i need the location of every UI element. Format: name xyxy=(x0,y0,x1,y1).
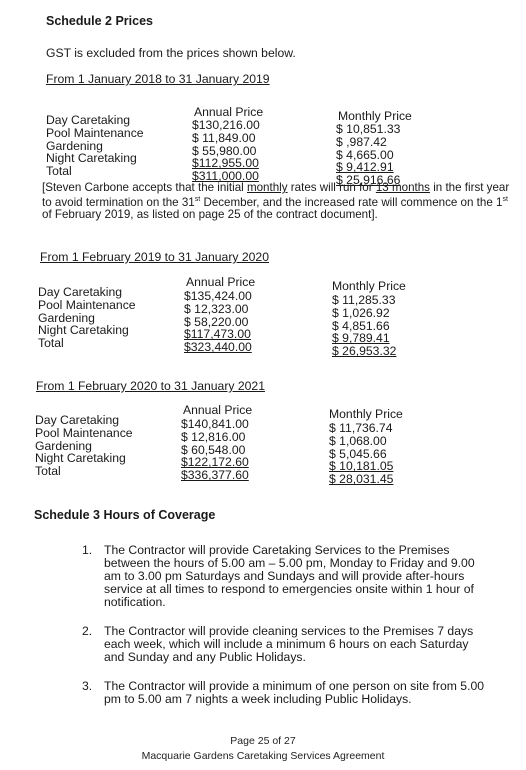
schedule-3-heading: Schedule 3 Hours of Coverage xyxy=(34,508,216,522)
document-title: Macquarie Gardens Caretaking Services Agreement xyxy=(141,750,385,762)
annual-total: $311,000.00 xyxy=(192,169,259,184)
annual-night: $117,473.00 xyxy=(184,327,251,342)
monthly-day: $ 11,285.33 xyxy=(332,293,396,307)
monthly-night: $ 9,789.41 xyxy=(332,331,390,346)
label-gardening: Gardening xyxy=(35,438,92,453)
schedule-2-heading: Schedule 2 Prices xyxy=(46,14,154,28)
label-gardening: Gardening xyxy=(46,138,103,153)
annual-day: $140,841.00 xyxy=(181,417,249,431)
page-number: Page 25 of 27 xyxy=(230,735,296,747)
gst-note: GST is excluded from the prices shown below. xyxy=(46,46,296,60)
period-1-labels xyxy=(46,114,144,178)
period-2-annual-header: Annual Price xyxy=(186,275,256,289)
label-pool-maintenance: Pool Maintenance xyxy=(38,297,136,312)
period-2-labels xyxy=(38,286,136,350)
coverage-item-3: 3. The Contractor will provide a minimum of one person on site from 5.00 pm to 5.00 am 7 nights a week including Public Holidays. xyxy=(82,679,485,706)
label-day-caretaking: Day Caretaking xyxy=(46,113,130,127)
label-pool-maintenance: Pool Maintenance xyxy=(35,425,133,440)
label-night-caretaking: Night Caretaking xyxy=(38,323,129,338)
monthly-day: $ 10,851.33 xyxy=(336,122,401,136)
period-3-monthly-header: Monthly Price xyxy=(329,407,403,421)
period-3-table xyxy=(35,404,475,494)
period-2-title: From 1 February 2019 to 31 January 2020 xyxy=(40,250,269,264)
monthly-night: $ 9,412.91 xyxy=(336,160,394,175)
label-total: Total xyxy=(46,164,72,179)
annual-gardening: $ 58,220.00 xyxy=(184,314,249,329)
label-pool-maintenance: Pool Maintenance xyxy=(46,125,144,140)
period-1-annual xyxy=(192,119,260,183)
annual-total: $323,440.00 xyxy=(184,340,252,355)
annual-night: $122,172.60 xyxy=(181,455,249,470)
label-gardening: Gardening xyxy=(38,310,95,325)
period-1-monthly-header: Monthly Price xyxy=(338,109,412,123)
annual-day: $130,216.00 xyxy=(192,118,260,132)
coverage-item-1: 1. The Contractor will provide Caretaking Services to the Premises between the hours of 5.00 am – 5.00 pm, Monday to Friday and 9.00 am to 3.00 pm Saturdays and Sundays and will provide after-hours service at all times to respond to emergencies onsite within 1 hour of notification. xyxy=(82,543,475,609)
period-3-monthly xyxy=(329,422,393,486)
annual-total: $336,377.60 xyxy=(181,468,249,483)
period-2-monthly-header: Monthly Price xyxy=(332,279,406,293)
period-1-note: [Steven Carbone accepts that the initial monthly rates will run for 13 months in the first year to avoid termination on the 31st December, and the increased rate will commence on the 1st of February 2019, as listed on page 25 of the contract document]. xyxy=(42,181,510,221)
label-night-caretaking: Night Caretaking xyxy=(46,151,137,166)
label-total: Total xyxy=(35,464,61,479)
period-3-labels xyxy=(35,414,133,478)
period-1-annual-header: Annual Price xyxy=(194,105,264,119)
label-day-caretaking: Day Caretaking xyxy=(35,413,119,427)
coverage-list xyxy=(82,544,492,718)
monthly-day: $ 11,736.74 xyxy=(329,421,393,435)
annual-pool: $ 12,816.00 xyxy=(181,429,246,444)
period-1-monthly xyxy=(336,123,400,187)
period-1-table xyxy=(46,106,486,188)
period-1-title: From 1 January 2018 to 31 January 2019 xyxy=(46,72,270,86)
period-2-monthly xyxy=(332,294,396,358)
monthly-total: $ 25,916.66 xyxy=(336,173,401,188)
period-2-annual xyxy=(184,290,252,354)
annual-night: $112,955.00 xyxy=(192,156,259,171)
monthly-gardening: $ 5,045.66 xyxy=(329,446,387,461)
monthly-pool: $ 1,068.00 xyxy=(329,433,387,448)
monthly-total: $ 26,953.32 xyxy=(332,344,397,359)
period-3-title: From 1 February 2020 to 31 January 2021 xyxy=(36,379,265,393)
monthly-total: $ 28,031.45 xyxy=(329,472,394,487)
annual-pool: $ 11,849.00 xyxy=(192,130,256,145)
label-total: Total xyxy=(38,336,64,351)
period-3-annual xyxy=(181,418,249,482)
monthly-gardening: $ 4,851.66 xyxy=(332,318,390,333)
period-3-annual-header: Annual Price xyxy=(183,403,253,417)
monthly-pool: $ ,987.42 xyxy=(336,134,387,149)
period-2-table xyxy=(38,276,478,366)
annual-gardening: $ 60,548.00 xyxy=(181,442,246,457)
monthly-gardening: $ 4,665.00 xyxy=(336,147,394,162)
coverage-item-2: 2. The Contractor will provide cleaning services to the Premises 7 days each week, which will include a minimum 6 hours on each Saturday and Sunday and any Public Holidays. xyxy=(82,624,474,664)
monthly-pool: $ 1,026.92 xyxy=(332,305,390,320)
monthly-night: $ 10,181.05 xyxy=(329,459,394,474)
label-night-caretaking: Night Caretaking xyxy=(35,451,126,466)
annual-gardening: $ 55,980.00 xyxy=(192,143,257,158)
label-day-caretaking: Day Caretaking xyxy=(38,285,122,299)
annual-pool: $ 12,323.00 xyxy=(184,301,249,316)
annual-day: $135,424.00 xyxy=(184,289,252,303)
